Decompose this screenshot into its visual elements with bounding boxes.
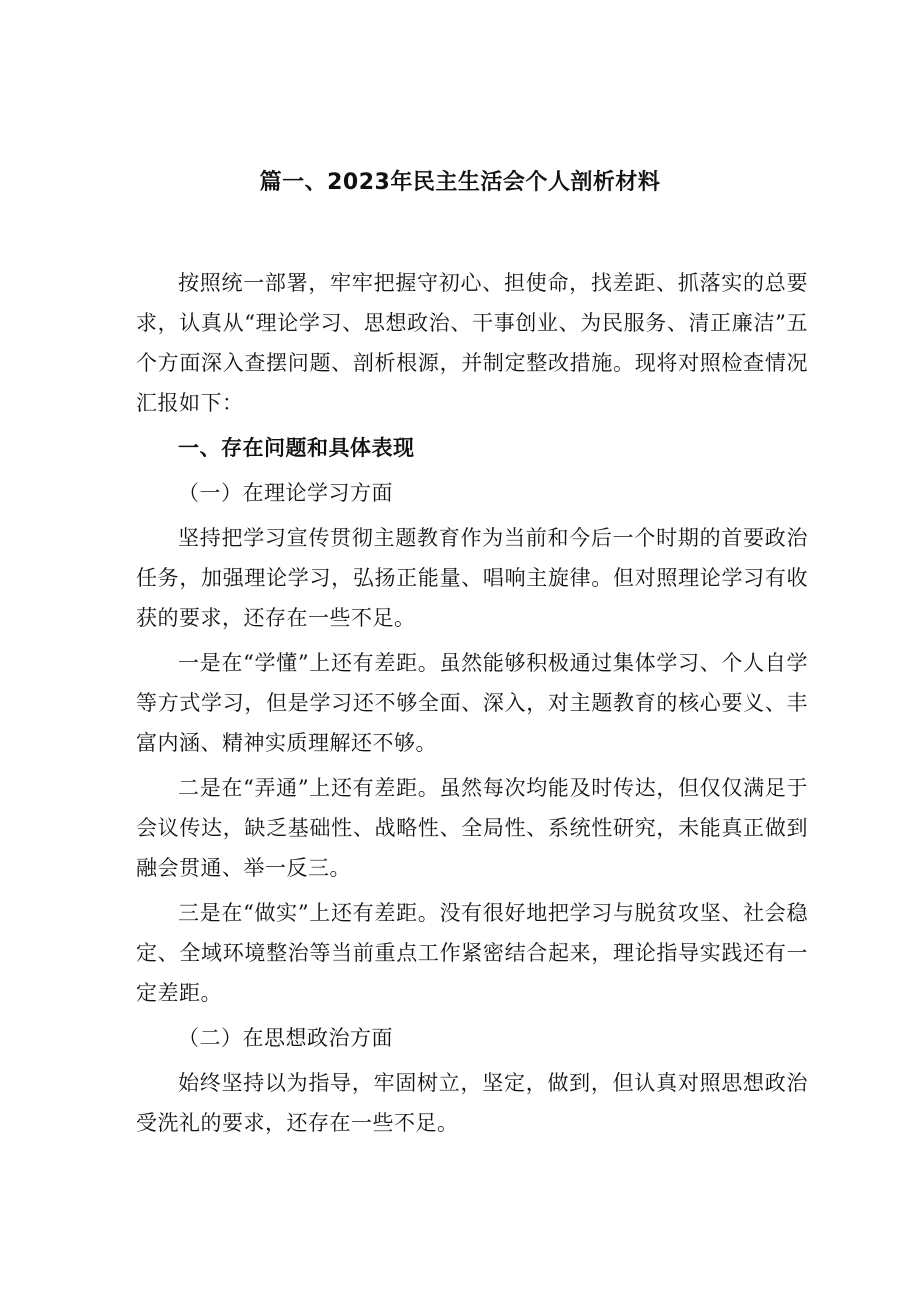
theory-study-paragraph: 坚持把学习宣传贯彻主题教育作为当前和今后一个时期的首要政治任务，加强理论学习，弘扬正能量、唱响主旋律。但对照理论学习有收获的要求，还存在一些不足。 — [136, 526, 808, 630]
subsection-heading-ideology-politics: （二）在思想政治方面 — [178, 1026, 393, 1050]
section-heading-problems: 一、存在问题和具体表现 — [178, 436, 415, 460]
theory-study-paragraph: 二是在“弄通”上还有差距。虽然每次均能及时传达，但仅仅满足于会议传达，缺乏基础性、战略性、全局性、系统性研究，未能真正做到融会贯通、举一反三。 — [136, 776, 808, 880]
intro-paragraph: 按照统一部署，牢牢把握守初心、担使命，找差距、抓落实的总要求，认真从“理论学习、思想政治、干事创业、为民服务、清正廉洁”五个方面深入查摆问题、剖析根源，并制定整改措施。现将对照检查情况汇报如下： — [136, 271, 808, 415]
ideology-politics-paragraph: 始终坚持以为指导，牢固树立，坚定，做到，但认真对照思想政治受洗礼的要求，还存在一些不足。 — [136, 1071, 808, 1135]
document-body — [136, 263, 808, 1148]
theory-study-paragraph: 三是在“做实”上还有差距。没有很好地把学习与脱贫攻坚、社会稳定、全域环境整治等当前重点工作紧密结合起来，理论指导实践还有一定差距。 — [136, 901, 808, 1005]
subsection-heading-theory-study: （一）在理论学习方面 — [178, 481, 393, 505]
theory-study-paragraph: 一是在“学懂”上还有差距。虽然能够积极通过集体学习、个人自学等方式学习，但是学习还不够全面、深入，对主题教育的核心要义、丰富内涵、精神实质理解还不够。 — [136, 651, 808, 755]
document-title: 篇一、2023年民主生活会个人剖析材料 — [259, 170, 661, 195]
